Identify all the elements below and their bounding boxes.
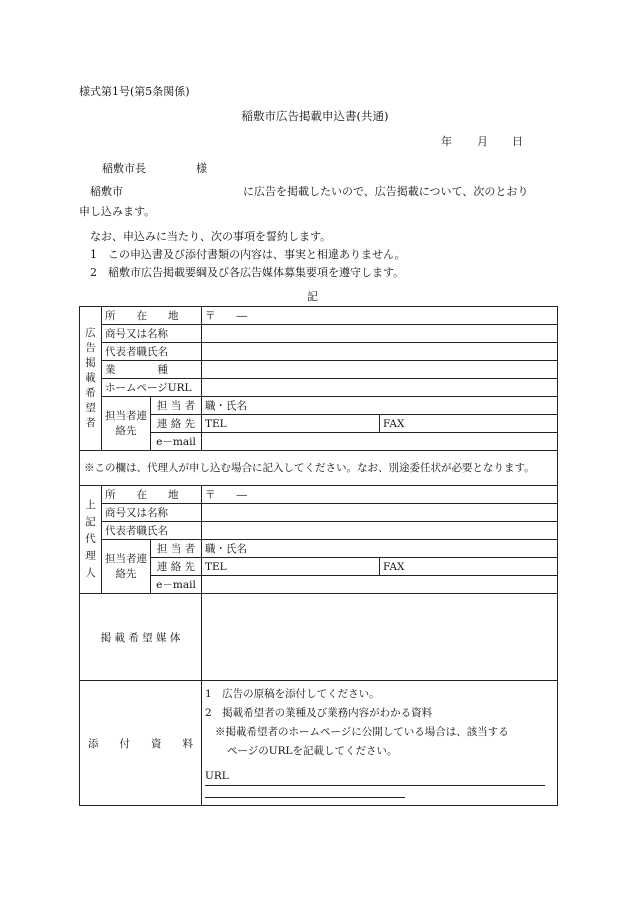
agent-fax-field[interactable]: FAX xyxy=(380,558,558,576)
attachments-label: 添 付 資 料 xyxy=(80,681,202,806)
applicant-person-label: 担 当 者 xyxy=(151,397,202,415)
applicant-company-field[interactable] xyxy=(202,325,558,343)
applicant-address-label: 所 在 地 xyxy=(102,307,202,325)
applicant-contact-sub-label: 連 絡 先 xyxy=(151,415,202,433)
intro-city: 稲敷市 xyxy=(90,185,123,198)
agent-person-field[interactable]: 職・氏名 xyxy=(202,540,558,558)
addressee-honorific: 様 xyxy=(196,162,207,175)
agent-company-field[interactable] xyxy=(202,504,558,522)
url-input-line[interactable] xyxy=(205,767,545,786)
agent-rep-field[interactable] xyxy=(202,522,558,540)
agent-person-label: 担 当 者 xyxy=(151,540,202,558)
agent-contact-sub-label: 連 絡 先 xyxy=(151,558,202,576)
applicant-rep-label: 代表者職氏名 xyxy=(102,343,202,361)
agent-email-field[interactable] xyxy=(202,576,558,594)
applicant-contact-label: 担当者連絡先 xyxy=(102,397,151,451)
attachment-note-2: ページのURLを記載してください。 xyxy=(227,745,398,757)
attachments-content xyxy=(202,681,558,806)
attachment-item-1: 1 広告の原稿を添付してください。 xyxy=(205,688,380,700)
agent-address-field[interactable]: 〒 ― xyxy=(202,486,558,504)
agent-email-label: e－mail xyxy=(151,576,202,594)
applicant-industry-label: 業 種 xyxy=(102,361,202,379)
media-label: 掲 載 希 望 媒 体 xyxy=(80,594,202,681)
pledge-text: なお、申込みに当たり、次の事項を誓約します。 xyxy=(90,230,332,243)
applicant-address-field[interactable]: 〒 ― xyxy=(202,307,558,325)
applicant-homepage-field[interactable] xyxy=(202,379,558,397)
agent-contact-label: 担当者連絡先 xyxy=(102,540,151,594)
applicant-homepage-label: ホームページURL xyxy=(102,379,202,397)
pledge-item-1: 1 この申込書及び添付書類の内容は、事実と相違ありません。 xyxy=(90,248,406,261)
attachment-note-1: ※掲載希望者のホームページに公開している場合は、該当する xyxy=(215,726,509,738)
applicant-email-field[interactable] xyxy=(202,433,558,451)
applicant-company-label: 商号又は名称 xyxy=(102,325,202,343)
applicant-industry-field[interactable] xyxy=(202,361,558,379)
agent-company-label: 商号又は名称 xyxy=(102,504,202,522)
media-field[interactable] xyxy=(202,594,558,681)
date-day: 日 xyxy=(512,135,523,148)
applicant-rep-field[interactable] xyxy=(202,343,558,361)
attachment-item-2: 2 掲載希望者の業種及び業務内容がわかる資料 xyxy=(205,707,433,719)
pledge-item-2: 2 稲敷市広告掲載要綱及び各広告媒体募集要項を遵守します。 xyxy=(90,266,405,279)
agent-rep-label: 代表者職氏名 xyxy=(102,522,202,540)
applicant-email-label: e－mail xyxy=(151,433,202,451)
application-table xyxy=(79,306,558,806)
agent-tel-field[interactable]: TEL xyxy=(202,558,380,576)
agent-address-label: 所 在 地 xyxy=(102,486,202,504)
applicant-group-label: 広 告 掲 載 希 望 者 xyxy=(80,307,102,451)
agent-note: ※この欄は、代理人が申し込む場合に記入してください。なお、別途委任状が必要となります。 xyxy=(80,451,558,486)
intro-line1: に広告を掲載したいので、広告掲載について、次のとおり xyxy=(243,185,529,198)
intro-line2: 申し込みます。 xyxy=(79,205,156,218)
addressee: 稲敷市長 xyxy=(102,162,146,175)
page-title: 稲敷市広告掲載申込書(共通) xyxy=(241,109,389,123)
applicant-fax-field[interactable]: FAX xyxy=(380,415,558,433)
form-number: 様式第1号(第5条関係) xyxy=(79,85,190,98)
url-label: URL xyxy=(205,770,229,782)
url-second-line[interactable] xyxy=(205,796,405,798)
applicant-person-field[interactable]: 職・氏名 xyxy=(202,397,558,415)
agent-group-label: 上 記 代 理 人 xyxy=(80,486,102,594)
ki-heading: 記 xyxy=(307,290,318,303)
date-year: 年 xyxy=(441,135,452,148)
applicant-tel-field[interactable]: TEL xyxy=(202,415,380,433)
date-month: 月 xyxy=(477,135,488,148)
